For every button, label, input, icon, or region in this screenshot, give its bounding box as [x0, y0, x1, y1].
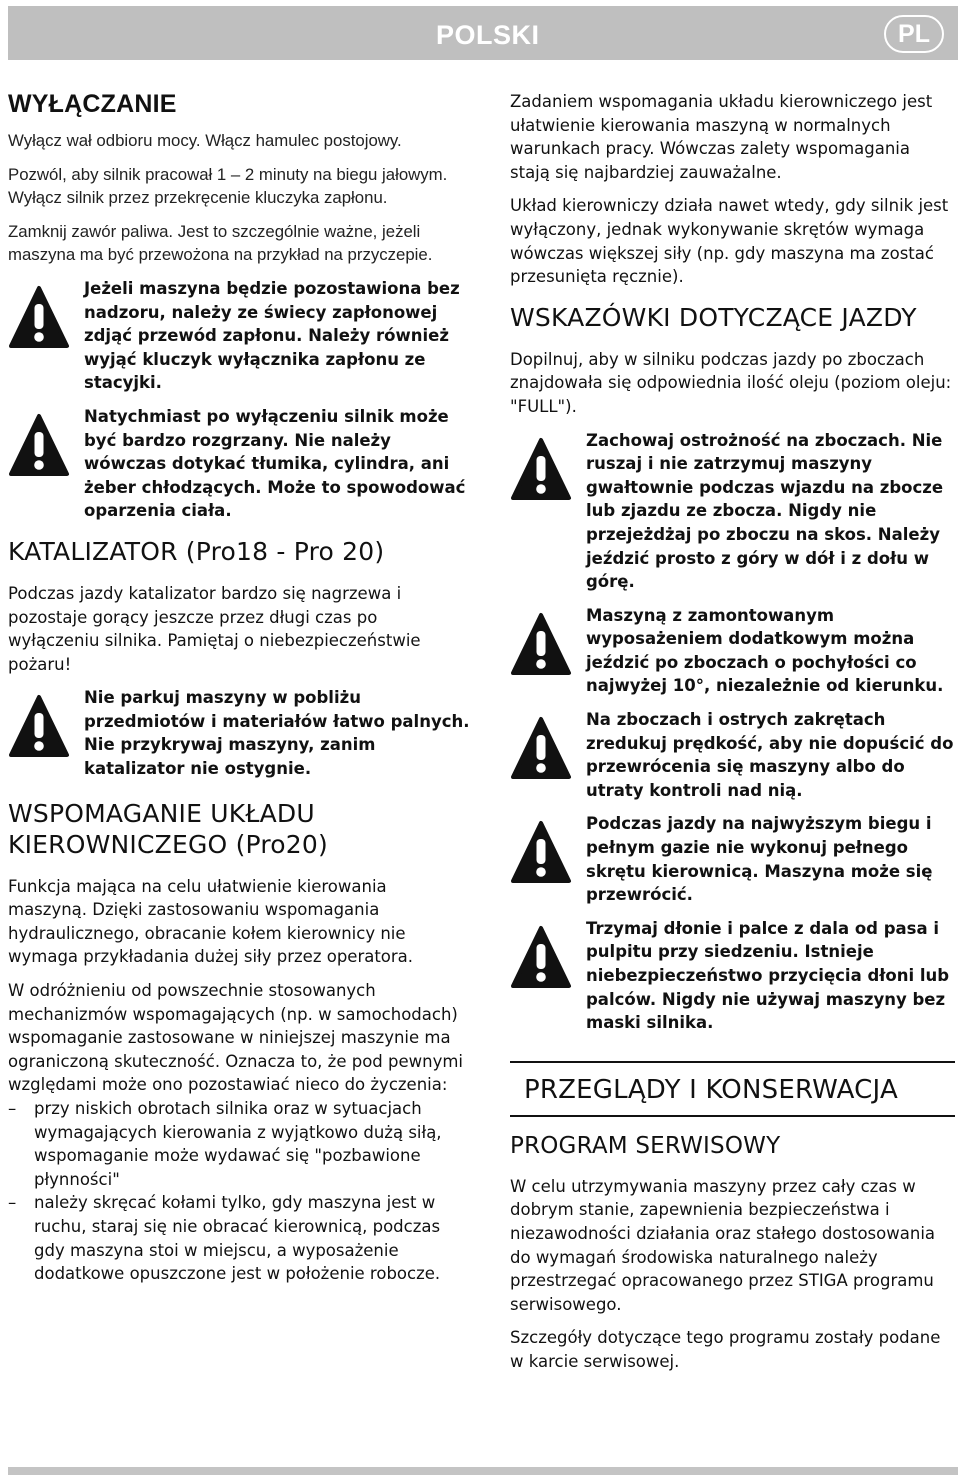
service-paragraph-1: W celu utrzymywania maszyny przez cały czas w dobrym stanie, zapewnienia bezpieczeństwa i niezawodności działania oraz stałego dostosowania do wymagań środowiska naturalnego należy przestrzegać opracowanego przez STIGA programu serwisowego.	[510, 1176, 936, 1314]
left-column	[8, 84, 470, 1286]
warning-triangle-icon	[8, 285, 70, 349]
warning-text: Jeżeli maszyna będzie pozostawiona bez nadzoru, należy ze świecy zapłonowej zdjąć przewód zapłonu. Należy również wyjąć kluczyk wyłącznika zapłonu ze stacyjki.	[84, 278, 460, 393]
maintenance-heading-box	[510, 1061, 955, 1117]
warning-triangle-icon	[510, 716, 572, 780]
right-column	[510, 84, 955, 1374]
shutdown-paragraph-1: Wyłącz wał odbioru mocy. Włącz hamulec postojowy.	[8, 131, 402, 150]
warning-text: Natychmiast po wyłączeniu silnik może być bardzo rozgrzany. Nie należy wówczas dotykać tłumika, cylindra, ani żeber chłodzących. Może to spowodować oparzenia ciała.	[84, 406, 466, 521]
shutdown-paragraph-3: Zamknij zawór paliwa. Jest to szczególnie ważne, jeżeli maszyna ma być przewożona na przykład na przyczepie.	[8, 221, 433, 265]
shutdown-heading: WYŁĄCZANIE	[8, 90, 177, 118]
service-paragraph-2: Szczegóły dotyczące tego programu zostały podane w karcie serwisowej.	[510, 1328, 941, 1371]
warning-triangle-icon	[8, 694, 70, 758]
list-item: – przy niskich obrotach silnika oraz w sytuacjach wymagających kierowania z wyjątkowo dużą siłą, wspomaganie może wydawać się "pozbawione płynności"	[8, 1097, 470, 1191]
catalyst-paragraph: Podczas jazdy katalizator bardzo się nagrzewa i pozostaje gorący jeszcze przez długi czas po wyłączeniu silnika. Pamiętaj o niebezpieczeństwie pożaru!	[8, 583, 421, 674]
warning-block	[510, 604, 955, 698]
warning-text: Maszyną z zamontowanym wyposażeniem dodatkowym można jeździć po zboczach o pochyłości co najwyżej 10°, niezależnie od kierunku.	[586, 605, 944, 696]
steering-paragraph-3: Zadaniem wspomagania układu kierowniczego jest ułatwienie kierowania maszyną w normalnych warunkach pracy. Wówczas zalety wspomagania stają się najbardziej zauważalne.	[510, 92, 933, 182]
warning-text: Na zboczach i ostrych zakrętach zredukuj prędkość, aby nie dopuścić do przewrócenia się maszyny albo do utraty kontroli nad nią.	[586, 710, 954, 800]
warning-block	[8, 686, 470, 780]
warning-block	[8, 405, 470, 523]
driving-heading: WSKAZÓWKI DOTYCZĄCE JAZDY	[510, 302, 917, 332]
steering-paragraph-2: W odróżnieniu od powszechnie stosowanych mechanizmów wspomagających (np. w samochodach) wspomaganie zastosowane w niniejszej maszynie ma ograniczoną skuteczność. Oznacza to, że pod pewnymi względami może ono pozostawiać nieco do życzenia:	[8, 981, 464, 1095]
maintenance-heading: PRZEGLĄDY I KONSERWACJA	[524, 1074, 898, 1105]
warning-triangle-icon	[510, 437, 572, 501]
warning-text: Zachowaj ostrożność na zboczach. Nie ruszaj i nie zatrzymuj maszyny gwałtownie podczas wjazdu na zbocze lub zjazdu ze zbocza. Nigdy nie przejeżdżaj po zboczu na skos. Należy jeździć prosto z góry w dół i z dołu w górę.	[586, 430, 944, 592]
list-item: – należy skręcać kołami tylko, gdy maszyna jest w ruchu, staraj się nie obracać kierownicą, podczas gdy maszyna stoi w miejscu, a wyposażenie dodatkowe opuszczone jest w położenie robocze.	[8, 1191, 470, 1285]
steering-paragraph-1: Funkcja mająca na celu ułatwienie kierowania maszyną. Dzięki zastosowaniu wspomagania hydraulicznego, obracanie kołem kierownicy nie wymaga przykładania dużej siły przez operatora.	[8, 876, 414, 967]
steering-heading-line-1: WSPOMAGANIE UKŁADU	[8, 798, 315, 828]
warning-block	[510, 708, 955, 802]
warning-text: Trzymaj dłonie i palce z dala od pasa i pulpitu przy siedzeniu. Istnieje niebezpieczeństwo przycięcia dłoni lub palców. Nigdy nie używaj maszyny bez maski silnika.	[586, 918, 950, 1033]
warning-triangle-icon	[510, 612, 572, 676]
warning-block	[510, 429, 955, 594]
service-program-heading: PROGRAM SERWISOWY	[510, 1132, 781, 1159]
steering-list	[8, 1097, 470, 1286]
shutdown-paragraph-2: Pozwól, aby silnik pracował 1 – 2 minuty na biegu jałowym. Wyłącz silnik przez przekręcenie kluczyka zapłonu.	[8, 164, 448, 208]
catalyst-heading: KATALIZATOR (Pro18 - Pro 20)	[8, 536, 385, 566]
warning-block	[510, 812, 955, 906]
warning-text: Podczas jazdy na najwyższym biegu i pełnym gazie nie wykonuj pełnego skrętu kierownicą. Maszyna może się przewrócić.	[586, 814, 933, 905]
warning-triangle-icon	[510, 820, 572, 884]
driving-paragraph: Dopilnuj, aby w silniku podczas jazdy po zboczach znajdowała się odpowiednia ilość oleju (poziom oleju: "FULL").	[510, 349, 952, 416]
steering-heading-line-2: KIEROWNICZEGO (Pro20)	[8, 829, 328, 859]
warning-text: Nie parkuj maszyny w pobliżu przedmiotów i materiałów łatwo palnych. Nie przykrywaj maszyny, zanim katalizator nie ostygnie.	[84, 688, 470, 779]
warning-triangle-icon	[510, 925, 572, 989]
warning-triangle-icon	[8, 413, 70, 477]
language-badge: PL	[884, 15, 944, 53]
page-header	[8, 6, 958, 60]
steering-paragraph-4: Układ kierowniczy działa nawet wtedy, gdy silnik jest wyłączony, jednak wykonywanie skrętów wymaga wówczas większej siły (np. gdy maszyna ma zostać przesunięta ręcznie).	[510, 196, 949, 287]
warning-block	[8, 277, 470, 395]
language-title: POLSKI	[436, 20, 540, 50]
footer-bar	[8, 1467, 958, 1475]
warning-block	[510, 917, 955, 1035]
